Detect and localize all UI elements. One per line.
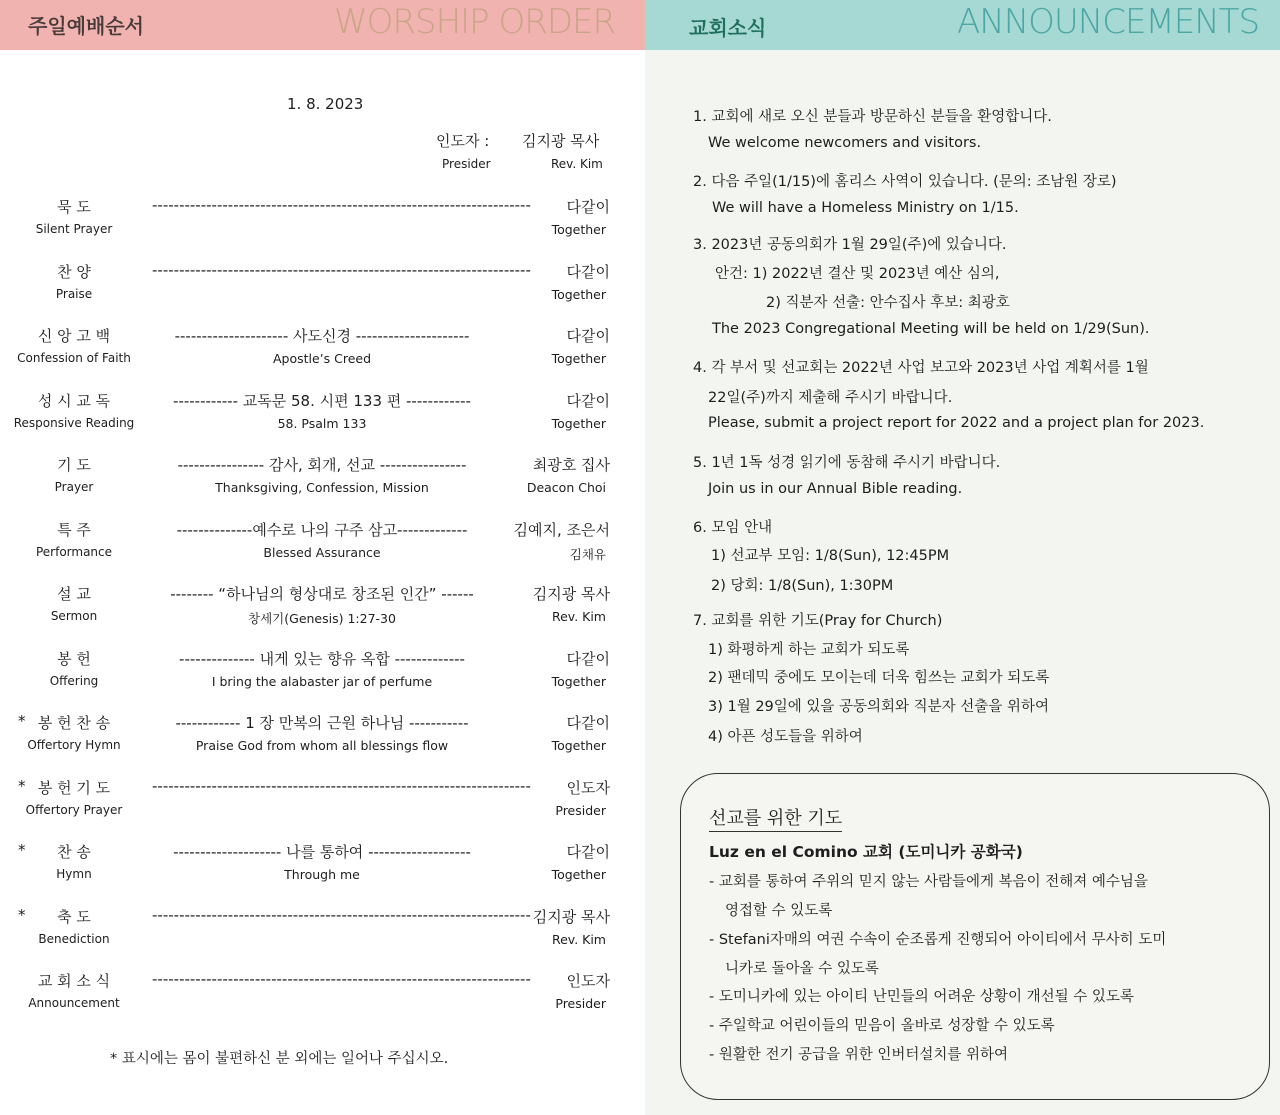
announcement-line: 2. 다음 주일(1/15)에 홈리스 사역이 있습니다. (문의: 조남원 장로): [693, 174, 1117, 190]
order-leader-en: Together: [551, 415, 606, 431]
order-leader-kr: 다같이: [566, 391, 610, 410]
order-row: [0, 454, 645, 514]
order-detail: ----------------------------------------------------------------------: [152, 196, 531, 214]
announcement-line: We will have a Homeless Ministry on 1/15.: [712, 200, 1019, 216]
order-title-en: Offertory Hymn: [27, 738, 121, 752]
announcement-line: The 2023 Congregational Meeting will be held on 1/29(Sun).: [712, 321, 1150, 337]
standing-marker: *: [18, 841, 26, 859]
order-leader-kr: 김지광 목사: [532, 585, 610, 603]
order-detail: -------- “하나님의 형상대로 창조된 인간” ------: [170, 585, 474, 603]
order-detail-en: Through me: [284, 867, 360, 882]
order-leader-kr: 다같이: [566, 262, 610, 281]
order-leader-en: Together: [551, 738, 606, 753]
announcement-line: 22일(주)까지 제출해 주시기 바랍니다.: [708, 390, 953, 406]
order-leader-en: Rev. Kim: [551, 609, 606, 624]
order-leader-kr: 최광호 집사: [532, 456, 610, 474]
announcement-line: 1. 교회에 새로 오신 분들과 방문하신 분들을 환영합니다.: [693, 109, 1052, 125]
order-title-kr: 봉 헌: [57, 649, 91, 668]
announcement-line: 2) 당회: 1/8(Sun), 1:30PM: [711, 578, 894, 594]
order-leader-en: Together: [551, 286, 606, 302]
order-leader-kr: 다같이: [566, 714, 610, 732]
announcement-line: 7. 교회를 위한 기도(Pray for Church): [693, 613, 943, 629]
order-title-kr: 봉 헌 기 도 *: [18, 776, 111, 797]
order-title-kr: 교 회 소 식: [37, 972, 111, 990]
order-leader-en: Together: [551, 867, 606, 882]
announcement-line: 4) 아픈 성도들을 위하여: [708, 729, 863, 745]
order-leader-en: Presider: [555, 996, 606, 1011]
order-leader-kr: 인도자: [566, 778, 610, 797]
announcement-line: 4. 각 부서 및 선교회는 2022년 사업 보고와 2023년 사업 계획서를 1월: [693, 360, 1149, 376]
order-title-en: Prayer: [54, 480, 94, 494]
order-detail: ----------------------------------------------------------------------: [152, 905, 531, 924]
mission-prayer-item: - 교회를 통하여 주위의 믿지 않는 사람들에게 복음이 전해져 예수님을: [709, 874, 1148, 890]
order-title-kr: 설 교: [57, 585, 91, 603]
order-detail: ---------------- 감사, 회개, 선교 ----------------: [177, 456, 467, 474]
order-title-en: Silent Prayer: [35, 222, 113, 236]
announcement-line: 1) 화평하게 하는 교회가 되도록: [708, 642, 910, 658]
order-leader-kr: 다같이: [566, 327, 610, 345]
mission-prayer-item: - Stefani자매의 여권 수속이 순조롭게 진행되어 아이티에서 무사히 도미: [709, 932, 1167, 948]
order-row: [0, 261, 645, 321]
order-title-en: Performance: [35, 544, 113, 559]
order-detail: --------------예수로 나의 구주 삼고-------------: [176, 520, 468, 539]
worship-header-en: WORSHIP ORDER: [334, 2, 616, 42]
order-row: [0, 970, 645, 1030]
order-leader-kr: 다같이: [566, 198, 610, 216]
order-title-kr: 찬 양: [57, 262, 91, 281]
announcements-panel: [645, 0, 1280, 1115]
order-detail: -------------------- 나를 통하여 -------------------: [173, 843, 471, 861]
order-leader-kr: 김지광 목사: [532, 907, 610, 926]
order-detail: ----------------------------------------------------------------------: [152, 970, 531, 988]
presider-label-en: Presider: [442, 157, 491, 171]
order-title-en: Offering: [49, 673, 99, 688]
order-detail-en: I bring the alabaster jar of perfume: [211, 673, 433, 689]
announcement-line: 6. 모임 안내: [693, 520, 773, 536]
order-detail-en: Praise God from whom all blessings flow: [195, 738, 449, 753]
announcement-line: 2) 직분자 선출: 안수집사 후보: 최광호: [766, 295, 1010, 311]
order-leader-en: Deacon Choi: [526, 480, 606, 495]
order-row: [0, 777, 645, 837]
order-detail-en: 창세기(Genesis) 1:27-30: [248, 611, 396, 626]
mission-prayer-item: 니카로 돌아올 수 있도록: [725, 961, 879, 977]
standing-marker: *: [18, 712, 26, 730]
announcement-line: 5. 1년 1독 성경 읽기에 동참해 주시기 바랍니다.: [693, 455, 1001, 471]
order-title-kr: 성 시 교 독: [37, 391, 111, 410]
order-row: [0, 841, 645, 901]
standing-footnote: * 표시에는 몸이 불편하신 분 외에는 일어나 주십시오.: [110, 1051, 449, 1067]
order-row: [0, 519, 645, 579]
presider-name-en: Rev. Kim: [551, 157, 603, 171]
order-row: [0, 906, 645, 966]
order-leader-kr: 다같이: [566, 649, 610, 668]
worship-order-header: [0, 0, 645, 50]
order-title-kr: 찬 송 *: [18, 841, 91, 861]
announcements-header-kr: 교회소식: [689, 16, 767, 40]
order-detail: ----------------------------------------------------------------------: [152, 260, 531, 279]
order-row: [0, 325, 645, 385]
order-title-kr: 봉 헌 찬 송 *: [18, 712, 111, 732]
standing-marker: *: [18, 776, 26, 795]
order-row: [0, 390, 645, 450]
order-detail: ------------ 1 장 만복의 근원 하나님 -----------: [175, 714, 469, 732]
order-row: [0, 583, 645, 643]
order-leader-en: Together: [551, 351, 606, 366]
mission-church-name: Luz en el Comino 교회 (도미니카 공화국): [709, 843, 1023, 861]
presider-label-kr: 인도자 :: [436, 132, 490, 150]
order-leader-en: Presider: [555, 802, 606, 818]
standing-marker: *: [18, 905, 26, 924]
order-leader-kr: 김예지, 조은서: [513, 520, 610, 539]
order-title-en: Benediction: [38, 931, 110, 946]
order-leader-en: Rev. Kim: [551, 931, 606, 947]
order-title-en: Announcement: [28, 996, 120, 1010]
worship-header-kr: 주일예배순서: [28, 14, 144, 38]
order-detail-en: 58. Psalm 133: [277, 415, 367, 431]
order-title-en: Confession of Faith: [17, 351, 131, 365]
order-title-kr: 특 주: [57, 520, 91, 539]
order-detail: -------------- 내게 있는 향유 옥합 -------------: [179, 649, 465, 668]
order-leader-en: 김채유: [569, 546, 606, 562]
mission-prayer-item: - 원활한 전기 공급을 위한 인버터설치를 위하여: [709, 1047, 1009, 1063]
order-title-en: Sermon: [50, 609, 98, 623]
order-detail: --------------------- 사도신경 ---------------------: [174, 327, 470, 345]
order-leader-kr: 인도자: [566, 972, 610, 990]
announcement-line: 3. 2023년 공동의회가 1월 29일(주)에 있습니다.: [693, 237, 1007, 253]
presider-name-kr: 김지광 목사: [522, 132, 600, 150]
mission-prayer-box: [680, 773, 1270, 1100]
order-title-en: Responsive Reading: [13, 415, 135, 430]
order-title-kr: 묵 도: [57, 198, 91, 216]
announcement-line: 2) 팬데믹 중에도 모이는데 더욱 힘쓰는 교회가 되도록: [708, 670, 1050, 686]
order-detail: ----------------------------------------------------------------------: [152, 776, 531, 795]
order-title-kr: 신 앙 고 백: [37, 327, 111, 345]
order-title-kr: 기 도: [57, 456, 91, 474]
order-title-en: Offertory Prayer: [25, 802, 123, 817]
announcement-line: Join us in our Annual Bible reading.: [708, 481, 963, 497]
order-detail-en: Thanksgiving, Confession, Mission: [215, 480, 429, 495]
order-leader-en: Together: [551, 673, 606, 689]
announcements-header: [645, 0, 1280, 50]
announcement-line: We welcome newcomers and visitors.: [708, 135, 982, 151]
mission-prayer-item: 영접할 수 있도록: [725, 903, 833, 919]
announcement-line: 3) 1월 29일에 있을 공동의회와 직분자 선출을 위하여: [708, 699, 1049, 715]
order-detail: ------------ 교독문 58. 시편 133 편 ------------: [173, 391, 471, 410]
order-leader-en: Together: [551, 222, 606, 237]
announcement-line: 1) 선교부 모임: 1/8(Sun), 12:45PM: [711, 548, 950, 564]
order-row: [0, 712, 645, 772]
mission-prayer-title: 선교를 위한 기도: [709, 804, 842, 832]
announcement-line: Please, submit a project report for 2022 and a project plan for 2023.: [708, 415, 1205, 431]
order-row: [0, 648, 645, 708]
order-detail-en: Apostle’s Creed: [272, 351, 372, 366]
order-leader-kr: 다같이: [566, 843, 610, 861]
mission-prayer-item: - 주일학교 어린이들의 믿음이 올바로 성장할 수 있도록: [709, 1018, 1055, 1034]
announcements-header-en: ANNOUNCEMENTS: [957, 2, 1260, 42]
order-row: [0, 196, 645, 256]
order-title-kr: 축 도 *: [18, 905, 91, 926]
announcement-line: 안건: 1) 2022년 결산 및 2023년 예산 심의,: [715, 266, 1000, 282]
mission-prayer-item: - 도미니카에 있는 아이티 난민들의 어려운 상황이 개선될 수 있도록: [709, 989, 1134, 1005]
order-title-en: Praise: [55, 286, 93, 301]
order-title-en: Hymn: [56, 867, 92, 881]
service-date: 1. 8. 2023: [287, 95, 364, 113]
order-detail-en: Blessed Assurance: [263, 544, 381, 560]
